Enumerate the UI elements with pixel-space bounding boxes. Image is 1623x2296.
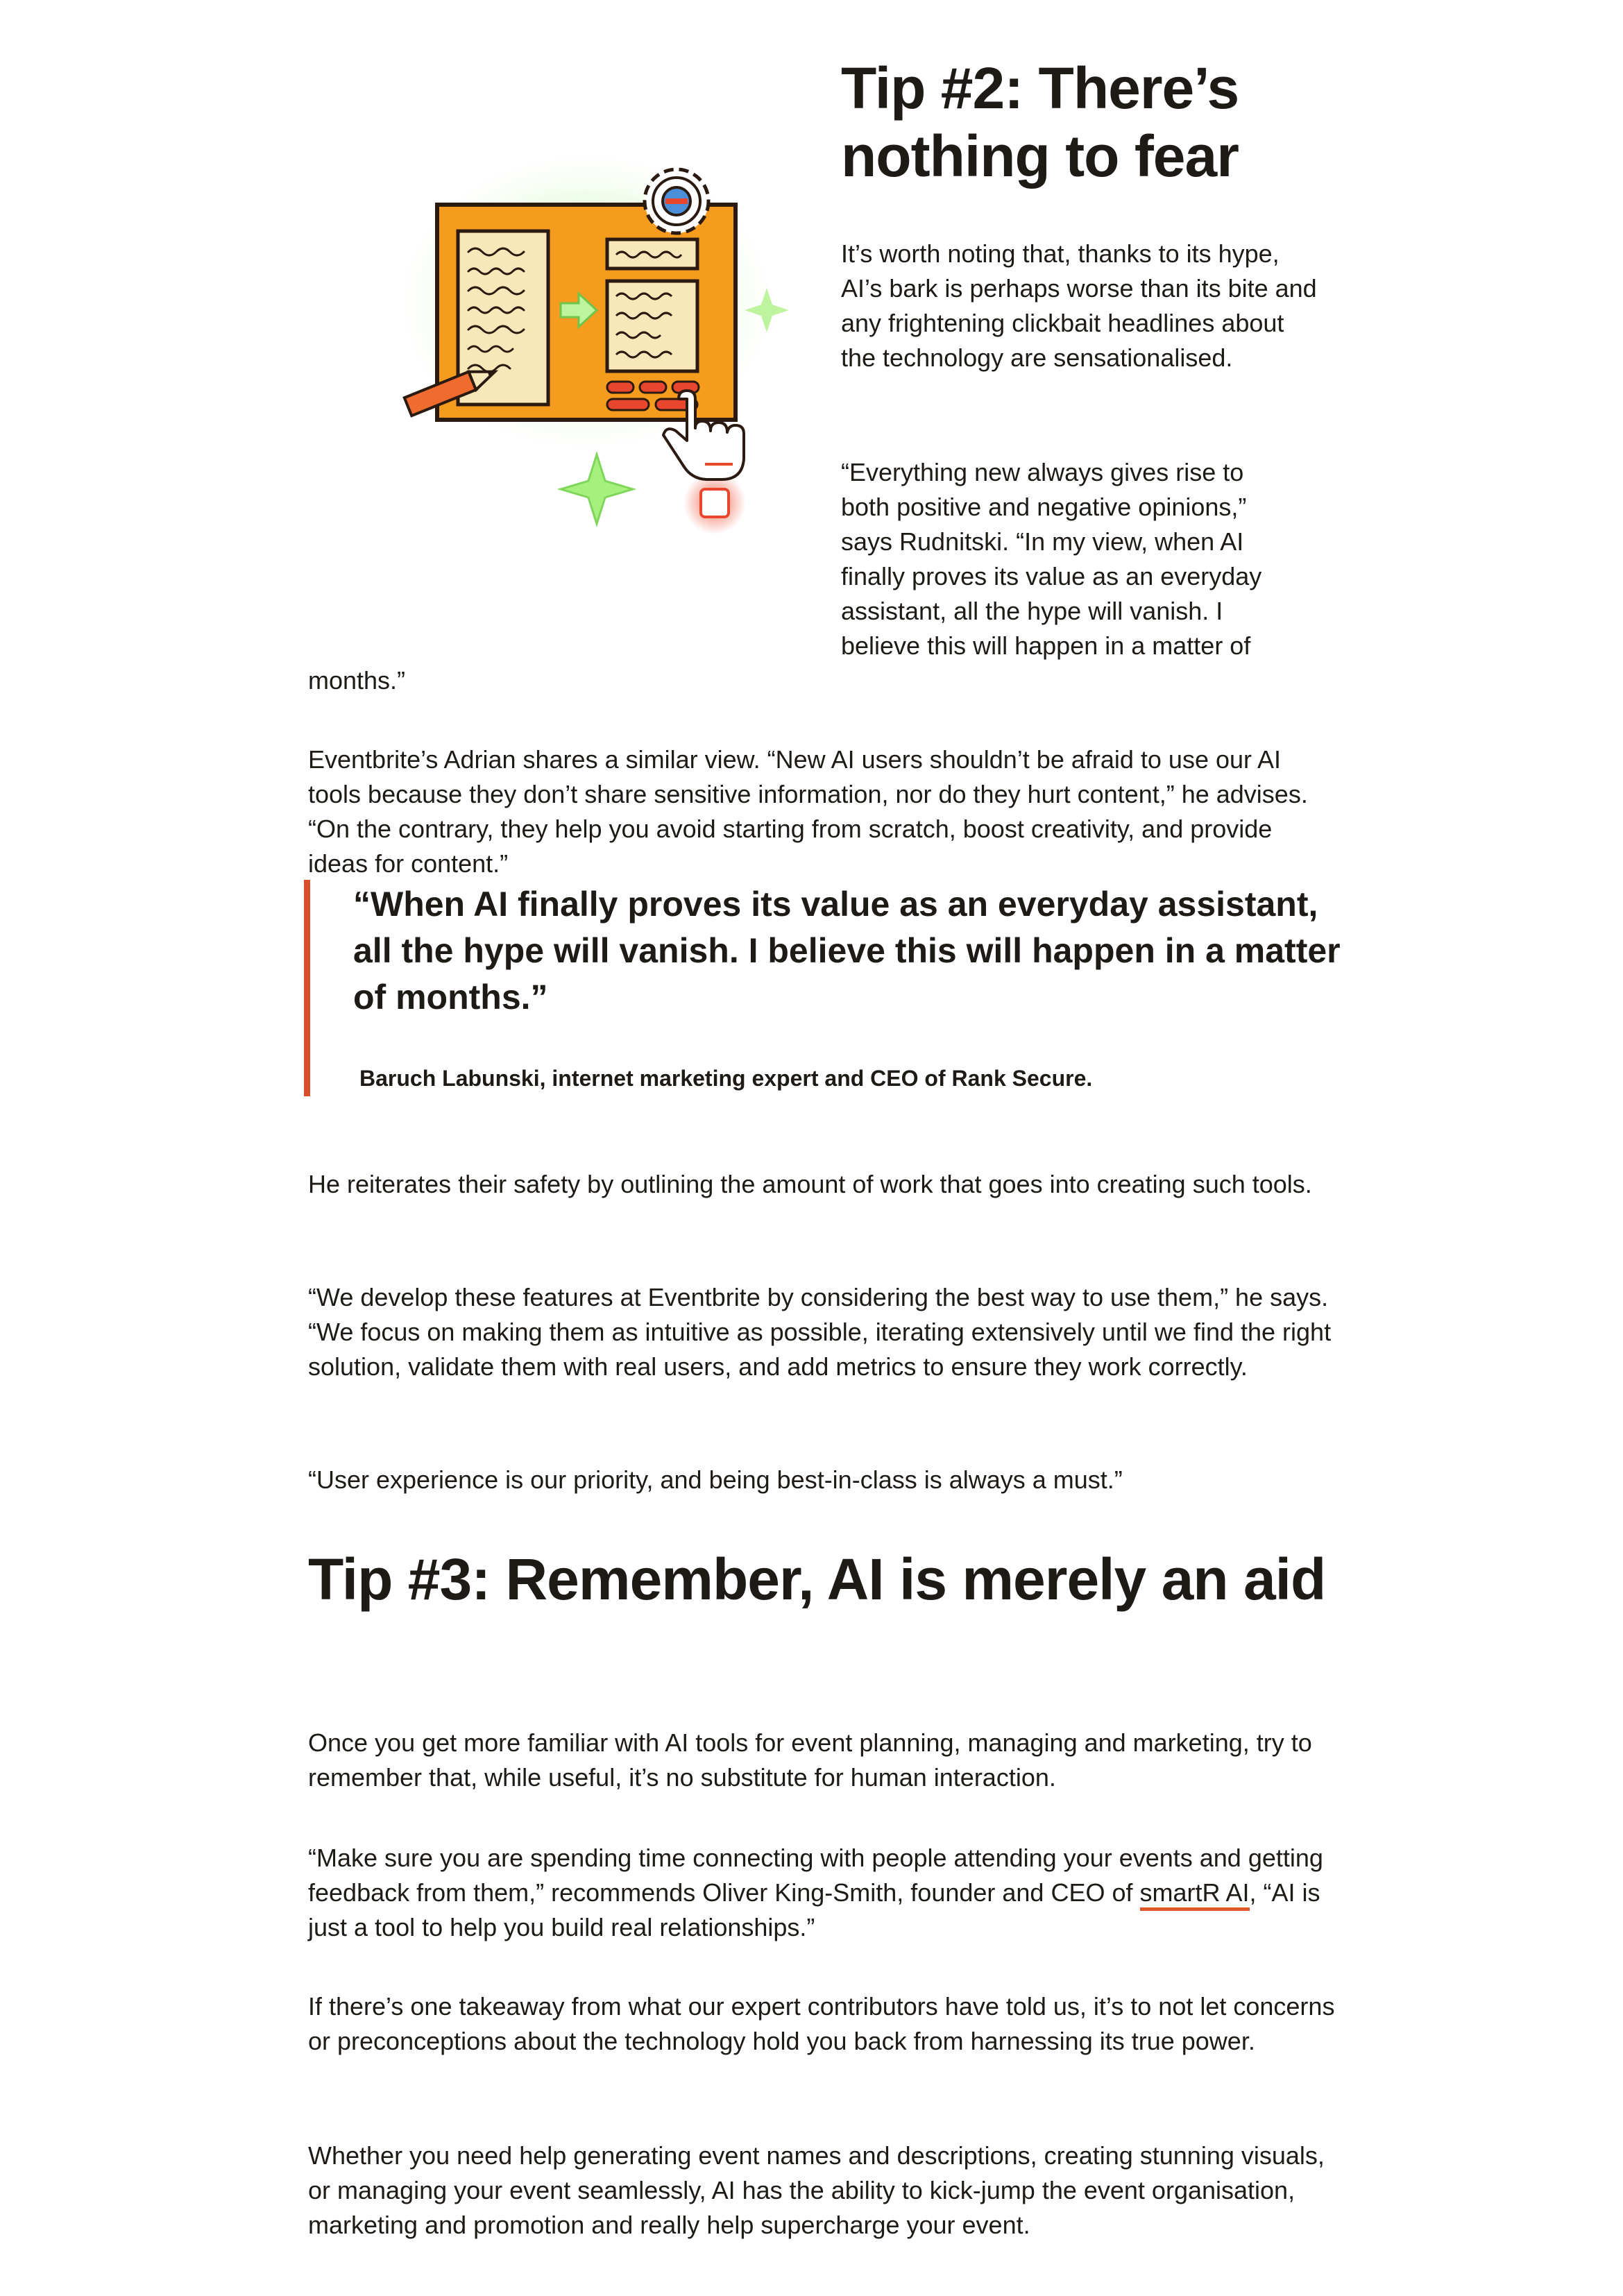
ai-document-edit-illustration bbox=[375, 149, 791, 545]
text-line: finally proves its value as an everyday bbox=[841, 562, 1262, 590]
ui-button-shape bbox=[607, 382, 634, 393]
red-square-icon bbox=[701, 489, 729, 517]
tip2-paragraph-5: “We develop these features at Eventbrite by considering the best way to use them,” he says. “We focus on making them as intuitive as possible, iterating extensively until we find the right solution, validate them with real users, and add metrics to ensure they work correctly. bbox=[308, 1283, 1332, 1381]
tip2-paragraph-1: It’s worth noting that, thanks to its hype, AI’s bark is perhaps worse than its bite and any frightening clickbait headlines about the technology are sensationalised. bbox=[841, 239, 1317, 372]
tip3-paragraph-1: Once you get more familiar with AI tools for event planning, managing and marketing, try to remember that, while useful, it’s no substitute for human interaction. bbox=[308, 1728, 1312, 1792]
tip3-paragraph-3: If there’s one takeaway from what our expert contributors have told us, it’s to not let concerns or preconceptions about the technology hold you back from harnessing its true power. bbox=[308, 1992, 1335, 2055]
text-line: assistant, all the hype will vanish. I bbox=[841, 597, 1223, 625]
ui-button-shape bbox=[607, 399, 649, 410]
sparkle-icon bbox=[561, 454, 633, 524]
text-line: “Everything new always gives rise to bbox=[841, 458, 1244, 486]
output-title-box bbox=[607, 239, 697, 269]
tip2-paragraph-6: “User experience is our priority, and being best-in-class is always a must.” bbox=[308, 1465, 1123, 1494]
tip3-paragraph-2 bbox=[308, 1841, 1335, 1945]
text-run: “Make sure you are spending time connecting with people attending your events and getting feedback from them,” recommends Oliver King-Smith, founder and CEO of bbox=[308, 1844, 1323, 1907]
tip2-paragraph-2 bbox=[841, 455, 1341, 663]
tip2-paragraph-3: Eventbrite’s Adrian shares a similar view. “New AI users shouldn’t be afraid to use our AI tools because they don’t share sensitive information, nor do they hurt content,” he advises. “On the contrary, they help you avoid starting from scratch, boost creativity, and provide ideas for content.” bbox=[308, 745, 1308, 878]
ui-button-shape bbox=[640, 382, 666, 393]
text-line: both positive and negative opinions,” bbox=[841, 493, 1247, 521]
tip2-paragraph-4: He reiterates their safety by outlining the amount of work that goes into creating such tools. bbox=[308, 1170, 1312, 1198]
text-line: believe this will happen in a matter of bbox=[841, 631, 1251, 660]
pull-quote-attribution: Baruch Labunski, internet marketing expert and CEO of Rank Secure. bbox=[359, 1066, 1093, 1091]
tip3-paragraph-4: Whether you need help generating event names and descriptions, creating stunning visuals, or managing your event seamlessly, AI has the ability to kick-jump the event organisation, marketing and promotion and really help supercharge your event. bbox=[308, 2141, 1325, 2239]
tip2-paragraph-2-tail: months.” bbox=[308, 666, 406, 695]
pull-quote-text: “When AI finally proves its value as an everyday assistant, all the hype will vanish. I believe this will happen in a matter of months.” bbox=[353, 885, 1341, 1017]
tip3-heading: Tip #3: Remember, AI is merely an aid bbox=[308, 1547, 1326, 1612]
smartr-ai-link[interactable]: smartR AI bbox=[1140, 1878, 1250, 1911]
text-line: says Rudnitski. “In my view, when AI bbox=[841, 527, 1244, 556]
text-run: , “AI is just a tool to help you build real relationships.” bbox=[308, 1878, 1320, 1941]
tip2-heading: Tip #2: There’s nothing to fear bbox=[841, 56, 1239, 189]
gear-icon bbox=[645, 169, 708, 233]
pull-quote bbox=[304, 880, 1345, 1096]
